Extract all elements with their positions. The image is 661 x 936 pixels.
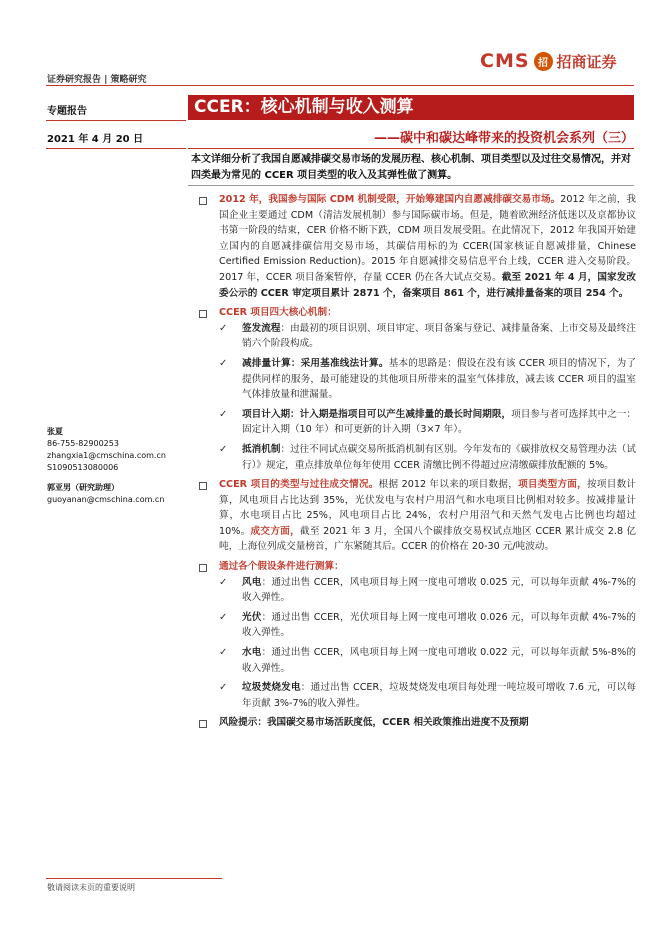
estimate-item <box>199 645 636 676</box>
mechanism-item <box>199 407 636 438</box>
check-icon: ✓ <box>219 357 228 369</box>
estimate-item <box>199 610 636 641</box>
section-highlight: 成交方面， <box>250 525 301 537</box>
mechanism-item <box>199 442 636 473</box>
section-highlight: 截至 2021 年 4 月，国家发改委公示的 CCER 审定项目累计 2871 个，备案项目 861 个，进行减排量备案的项目 254 个。 <box>219 271 636 299</box>
report-date: 2021 年 4 月 20 日 <box>47 134 144 145</box>
footer-disclaimer: 敬请阅读末页的重要说明 <box>47 883 135 892</box>
bullet-square-icon <box>199 720 207 728</box>
abstract-divider <box>188 185 634 186</box>
check-icon: ✓ <box>219 408 228 420</box>
subtitle-divider <box>188 148 634 149</box>
report-title: CCER：核心机制与收入测算 <box>194 97 414 117</box>
analyst-info <box>47 426 166 506</box>
left-divider-2 <box>46 148 186 149</box>
section-types <box>199 477 636 555</box>
item-body: ：通过出售 CCER，风电项目每上网一度电可增收 0.025 元，可以每年贡献 4%-7%的收入弹性。 <box>242 576 636 604</box>
section-lead: 2012 年，我国参与国际 CDM 机制受限，开始筹建国内自愿减排碳交易市场。 <box>219 194 561 205</box>
report-type: 专题报告 <box>47 106 87 117</box>
item-title: 抵消机制 <box>242 443 281 455</box>
abstract: 本文详细分析了我国自愿减排碳交易市场的发展历程、核心机制、项目类型以及过往交易情况，并对四类最为常见的 CCER 项目类型的收入及其弹性做了测算。 <box>191 154 631 181</box>
item-body: ：通过出售 CCER，垃圾焚烧发电项目每处理一吨垃圾可增收 7.6 元，可以每年贡献 3%-7%的收入弹性。 <box>242 682 637 709</box>
analyst-name: 张夏 <box>47 427 63 436</box>
bullet-square-icon <box>199 310 207 318</box>
section-mechanisms <box>199 305 636 321</box>
section-history <box>199 192 636 301</box>
estimate-item <box>199 680 636 711</box>
check-icon: ✓ <box>219 682 228 694</box>
section-risk <box>199 715 636 731</box>
item-title: 光伏 <box>242 611 262 623</box>
item-title: 项目计入期：计入期是指项目可以产生减排量的最长时间期限， <box>242 408 512 420</box>
section-lead: 通过各个假设条件进行测算： <box>219 561 344 573</box>
mechanism-item <box>199 321 636 352</box>
item-title: 签发流程 <box>242 322 281 334</box>
company-logo <box>480 50 617 72</box>
item-title: 水电 <box>242 647 262 659</box>
section-body: 根据 2012 年以来的项目数据， <box>378 479 519 491</box>
item-title: 垃圾焚烧发电 <box>242 682 301 694</box>
logo-text: CMS <box>480 50 530 72</box>
breadcrumb: 证券研究报告 | 策略研究 <box>47 75 147 85</box>
assistant-email[interactable]: guoyanan@cmschina.com.cn <box>47 495 165 504</box>
item-body: ：由最初的项目识别、项目审定、项目备案与登记、减排量备案、上市交易及最终注销六个阶段构成。 <box>242 322 637 350</box>
item-title: 风电 <box>242 576 262 588</box>
mechanism-item <box>199 356 636 403</box>
analyst-cert: S1090513080006 <box>47 463 119 472</box>
bullet-square-icon <box>199 197 207 205</box>
analyst-email[interactable]: zhangxia1@cmschina.com.cn <box>47 451 166 460</box>
section-highlight: 项目类型方面， <box>518 479 588 491</box>
section-body: 2012 年之前，我国企业主要通过 CDM（清洁发展机制）参与国际碳市场。但是，随着欧洲经济低迷以及京都协议书第一阶段的结束，CER 价格不断下跌，CDM 项目发展受阻。在此情况下，2012 年我国开始建立国内的自愿减排碳信用交易市场，其碳信用标的为 CCER(国家核证自愿减排量，Chinese Certified Emission Reduction)。2015 年自愿减排交易信息平台上线，CCER 进入交易阶段。2017 年，CCER 项目备案暂停，存量 CCER 仍在各大试点交易。 <box>219 194 636 283</box>
report-subtitle: ——碳中和碳达峰带来的投资机会系列（三） <box>373 131 634 146</box>
check-icon: ✓ <box>219 322 228 334</box>
item-body: ：过往不同试点碳交易所抵消机制有区别。今年发布的《碳排放权交易管理办法（试行）》规定，重点排放单位每年使用 CCER 清缴比例不得超过应清缴碳排放配额的 5%。 <box>242 443 637 471</box>
section-body: 截至 2021 年 3 月，全国八个碳排放交易权试点地区 CCER 累计成交 2.8 亿吨，上海位列成交量榜首，广东紧随其后。CCER 的价格在 20-30 元/吨波动。 <box>219 525 636 553</box>
logo-chinese-name: 招商证券 <box>556 52 617 71</box>
item-body: 项目参与者可选择其中之一：固定计入期（10 年）和可更新的计入期（3×7 年）。 <box>242 408 637 436</box>
check-icon: ✓ <box>219 647 228 659</box>
bullet-square-icon <box>199 564 207 572</box>
analyst-phone: 86-755-82900253 <box>47 439 119 448</box>
risk-warning: 风险提示：我国碳交易市场活跃度低，CCER 相关政策推出进度不及预期 <box>219 717 529 729</box>
section-body: 按项目数计算，风电项目占比达到 35%，光伏发电与农村户用沼气和水电项目比例相对较多。按减排量计算，水电项目占比 25%，风电项目占比 24%，农村户用沼气和天然气发电占比例也均超过 10%。 <box>219 479 637 537</box>
item-body: 基本的思路是：假设在没有该 CCER 项目的情况下，为了提供同样的服务，最可能建设的其他项目所带来的温室气体排放，减去该 CCER 项目的温室气体排放量和泄漏量。 <box>242 357 636 401</box>
footer-divider <box>46 878 222 879</box>
header-divider <box>46 85 634 86</box>
section-lead: CCER 项目四大核心机制： <box>219 307 337 319</box>
main-content <box>199 192 636 731</box>
section-estimates <box>199 559 636 575</box>
item-body: ：通过出售 CCER，风电项目每上网一度电可增收 0.022 元，可以每年贡献 5%-8%的收入弹性。 <box>242 647 636 674</box>
left-divider-1 <box>46 120 186 121</box>
check-icon: ✓ <box>219 576 228 588</box>
check-icon: ✓ <box>219 611 228 623</box>
logo-seal-icon: 招 <box>534 52 553 71</box>
check-icon: ✓ <box>219 443 228 455</box>
section-lead: CCER 项目的类型与过往成交情况。 <box>219 479 379 491</box>
item-title: 减排量计算：采用基准线法计算。 <box>242 357 389 369</box>
bullet-square-icon <box>199 482 207 490</box>
estimate-item <box>199 575 636 606</box>
item-body: ：通过出售 CCER，光伏项目每上网一度电可增收 0.026 元，可以每年贡献 4%-7%的收入弹性。 <box>242 611 636 639</box>
assistant-name: 郭亚男（研究助理） <box>47 483 119 492</box>
